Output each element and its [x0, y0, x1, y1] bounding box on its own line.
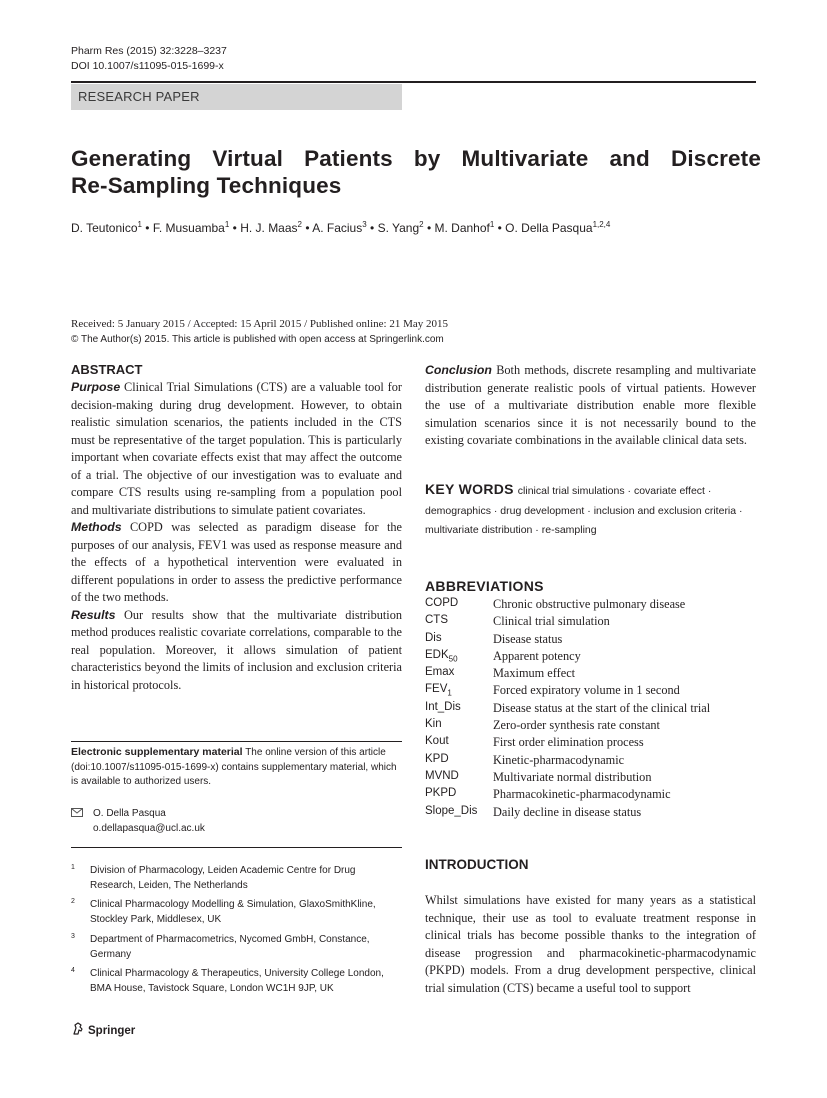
springer-horse-icon [71, 1022, 85, 1036]
abbreviation-row: MVND Multivariate normal distribution [425, 769, 652, 784]
keywords-heading: KEY WORDS [425, 481, 514, 497]
affiliation-text: Department of Pharmacometrics, Nycomed GmbH, Constance, Germany [90, 934, 370, 960]
affiliation-number: 2 [71, 898, 75, 905]
publisher-logo [71, 1022, 135, 1037]
author: A. Facius$^3$ [312, 220, 367, 235]
article-title [71, 145, 761, 199]
title-line-2: Re-Sampling Techniques [71, 173, 342, 198]
author: M. Danhof$^1$ [434, 220, 495, 235]
author: O. Della Pasqua$^{1,2,4}$ [505, 220, 611, 235]
paper-type-banner [71, 84, 402, 110]
affiliation-text: Clinical Pharmacology & Therapeutics, University College London, BMA House, Tavistock Square, London WC1H 9JP, UK [90, 968, 384, 994]
abstract-conclusion [425, 362, 756, 450]
abbreviation-row: PKPD Pharmacokinetic-pharmacodynamic [425, 787, 671, 802]
author: D. Teutonico$^1$ [71, 220, 142, 235]
author-list: D. Teutonico$^1$ • F. Musuamba$^1$ • H. J. Maas$^2$ • A. Facius$^3$ • S. Yang$^2$ • M. Danhof$^1$ • O. Della Pasqua$^{1,2,4}$ [71, 220, 611, 235]
affiliations-rule [71, 847, 402, 848]
keyword: multivariate distribution [425, 524, 533, 536]
title-line-1: Generating Virtual Patients by Multivariate and Discrete [71, 146, 761, 171]
abbreviation-row: Emax Maximum effect [425, 666, 576, 681]
esm-rule [71, 741, 402, 742]
abbreviations-heading: ABBREVIATIONS [425, 578, 544, 594]
correspondence-name: O. Della Pasqua [93, 808, 166, 819]
abbreviation-row: $FEV_1$ Forced expiratory volume in 1 second [425, 683, 680, 698]
esm-note [71, 745, 402, 790]
abbreviation-row: Int_Dis Disease status at the start of the clinical trial [425, 700, 711, 715]
abbreviations-list [425, 597, 765, 822]
methods-text: COPD was selected as paradigm disease for the purposes of our analysis, FEV1 was used as response measure and the effects of a hypothetical intervention were evaluated in different populations in order to assess the predictive performance of the two methods. [71, 520, 402, 604]
envelope-icon [71, 808, 83, 817]
abbreviation-row: CTS Clinical trial simulation [425, 614, 610, 629]
keyword: inclusion and exclusion criteria [593, 504, 737, 517]
purpose-text: Clinical Trial Simulations (CTS) are a valuable tool for decision-making during drug development. However, to obtain realistic simulation scenarios, the patients included in the CTS must be representative of the target population. This is particularly important when covariate effects exist that may affect the outcome of a trial. The objective of our investigation was to evaluate and compare CTS results using re-sampling from a population pool and multivariate distributions to simulate patient covariates. [71, 380, 403, 517]
esm-label: Electronic supplementary material [71, 746, 243, 758]
abbreviation-row: Dis Disease status [425, 631, 563, 646]
abbreviation-row: KPD Kinetic-pharmacodynamic [425, 752, 625, 767]
journal-header [71, 44, 227, 74]
affiliation-number: 3 [71, 933, 75, 940]
keyword: re-sampling [541, 524, 597, 536]
affiliation-number: 1 [71, 864, 75, 871]
abbreviation-row: $EDK_{50}$ Apparent potency [425, 648, 581, 664]
header-rule [71, 81, 756, 83]
affiliation-number: 4 [71, 967, 75, 974]
keyword: drug development [500, 504, 585, 517]
introduction-heading: INTRODUCTION [425, 857, 529, 872]
history-dates: Received: 5 January 2015 / Accepted: 15 April 2015 / Published online: 21 May 2015 [71, 318, 448, 330]
purpose-label: Purpose [71, 380, 121, 394]
keywords: KEY WORDS clinical trial simulations · covariate effect · demographics · drug development · inclusion and exclusion criteria · multivariate distribution · re-sampling [425, 481, 743, 536]
correspondence-email[interactable]: o.dellapasqua@ucl.ac.uk [93, 823, 205, 834]
conclusion-text: Both methods, discrete resampling and multivariate distribution generate realistic pools of virtual patients. However the use of a multivariate distribution enable more flexible simulation scenarios since it is not necessarily bound to the existing covariate combinations in the available clinical data sets. [425, 363, 757, 447]
copyright-line: © The Author(s) 2015. This article is published with open access at Springerlink.com [71, 334, 444, 345]
methods-label: Methods [71, 520, 122, 534]
conclusion-label: Conclusion [425, 363, 492, 377]
correspondence [93, 806, 205, 836]
results-label: Results [71, 607, 116, 622]
abbreviation-row: Slope_Dis Daily decline in disease status [425, 804, 642, 819]
affiliation-text: Clinical Pharmacology Modelling & Simulation, GlaxoSmithKline, Stockley Park, Middlesex, UK [90, 899, 376, 925]
doi: DOI 10.1007/s11095-015-1699-x [71, 60, 224, 72]
abbreviation-row: COPD Chronic obstructive pulmonary disease [425, 597, 686, 611]
abbreviation-row: Kin Zero-order synthesis rate constant [425, 718, 660, 733]
keyword: clinical trial simulations [517, 485, 625, 497]
keyword: demographics [425, 504, 491, 517]
abstract-heading: ABSTRACT [71, 362, 143, 377]
abbreviation-row: Kout First order elimination process [425, 735, 644, 750]
introduction-text: Whilst simulations have existed for many years as a statistical technique, their use as tool to evaluate treatment response in clinical trials has become possible thanks to the integration of disease progression and pharmacokinetic-pharmacodynamic (PKPD) models. From a drug development perspective, clinical trial simulation (CTS) became a useful tool to support [425, 893, 756, 995]
esm-text: The online version of this article (doi:10.1007/s11095-015-1699-x) contains supplementary material, which is available to authorized users. [71, 747, 397, 787]
paper-type-label: RESEARCH PAPER [78, 89, 200, 104]
affiliation-text: Division of Pharmacology, Leiden Academic Centre for Drug Research, Leiden, The Netherlands [90, 865, 356, 891]
publication-dates [71, 317, 448, 347]
author: S. Yang$^2$ [377, 220, 424, 235]
publisher-name: Springer [88, 1025, 136, 1037]
author: H. J. Maas$^2$ [240, 220, 302, 235]
keyword: covariate effect [633, 485, 705, 497]
abstract-body [71, 379, 402, 694]
author: F. Musuamba$^1$ [152, 220, 230, 235]
results-text: Our results show that the multivariate distribution method produces realistic covariate correlations, comparable to the real population. Moreover, it allows simulation of patient characteristics beyond the limits of inclusion and exclusion criteria in historical protocols. [71, 607, 402, 692]
journal-citation: Pharm Res (2015) 32:3228–3237 [71, 45, 227, 57]
